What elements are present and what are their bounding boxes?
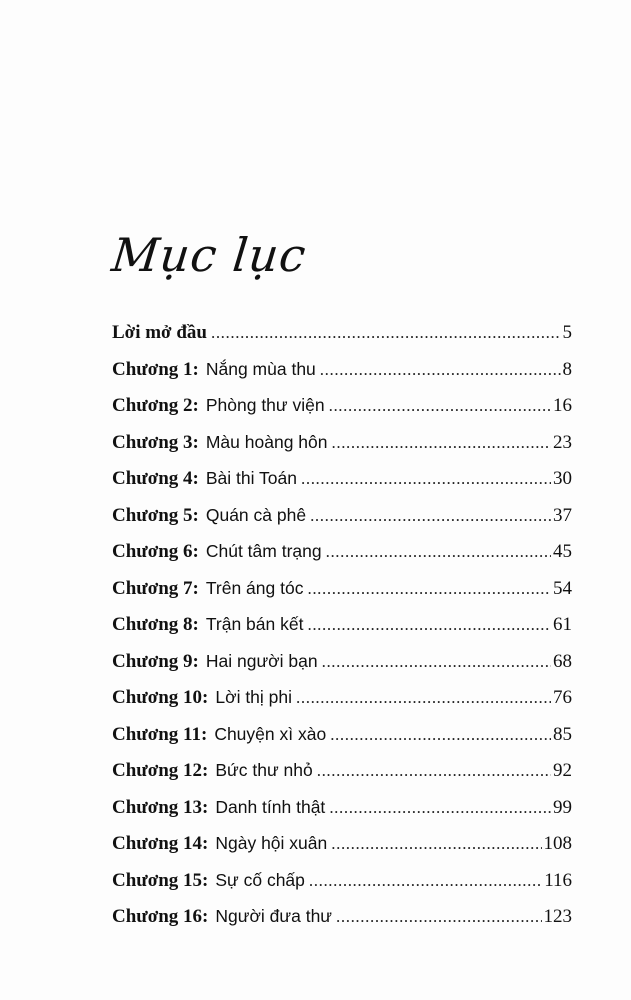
page-number: 45 <box>553 541 572 562</box>
dot-leader <box>326 542 551 562</box>
toc-list <box>112 322 572 943</box>
toc-entry <box>112 906 572 943</box>
toc-entry <box>112 395 572 432</box>
page-number: 108 <box>543 833 572 854</box>
page-number: 99 <box>553 796 572 818</box>
chapter-title: Phòng thư viện <box>205 395 325 415</box>
page-number: 23 <box>553 431 572 453</box>
chapter-label: Chương 14: <box>112 833 209 854</box>
toc-entry <box>112 797 572 834</box>
toc-entry <box>112 541 572 578</box>
dot-leader <box>322 652 551 672</box>
page-number: 5 <box>562 322 572 343</box>
toc-entry <box>112 359 572 396</box>
chapter-label: Chương 16: <box>112 906 209 927</box>
toc-entry <box>112 614 572 651</box>
page-number: 8 <box>562 358 572 380</box>
chapter-title: Quán cà phê <box>205 504 307 525</box>
chapter-label: Chương 6: <box>112 541 199 562</box>
dot-leader <box>307 615 551 635</box>
page-number: 68 <box>553 650 572 672</box>
chapter-title: Chuyện xì xào <box>214 723 327 744</box>
chapter-title: Sự cố chấp <box>215 869 305 890</box>
page-number: 61 <box>553 614 572 635</box>
chapter-label: Chương 8: <box>112 614 199 635</box>
chapter-title: Màu hoàng hôn <box>205 431 328 452</box>
toc-entry <box>112 724 572 761</box>
page-number: 37 <box>553 504 572 526</box>
dot-leader <box>296 688 551 708</box>
chapter-title: Bài thi Toán <box>205 468 297 488</box>
toc-entry <box>112 760 572 797</box>
chapter-title: Chút tâm trạng <box>205 541 322 561</box>
toc-entry <box>112 505 572 542</box>
toc-entry <box>112 578 572 615</box>
dot-leader <box>317 761 551 781</box>
chapter-label: Chương 11: <box>112 723 208 745</box>
toc-entry <box>112 322 572 359</box>
chapter-label: Chương 1: <box>112 358 199 380</box>
chapter-label: Chương 13: <box>112 796 209 818</box>
chapter-label: Chương 4: <box>112 468 199 489</box>
dot-leader <box>331 834 541 854</box>
dot-leader <box>309 871 542 891</box>
chapter-label: Chương 3: <box>112 431 199 453</box>
chapter-title: Nắng mùa thu <box>205 358 316 379</box>
page-number: 85 <box>553 723 572 745</box>
dot-leader <box>310 506 551 526</box>
chapter-title: Danh tính thật <box>215 796 326 817</box>
chapter-title: Lời thị phi <box>215 687 293 707</box>
toc-entry <box>112 687 572 724</box>
page-number: 30 <box>553 468 572 489</box>
chapter-label: Chương 15: <box>112 869 209 891</box>
page-number: 123 <box>543 906 572 927</box>
page-number: 76 <box>553 687 572 708</box>
dot-leader <box>307 579 551 599</box>
chapter-title: Bức thư nhỏ <box>215 760 313 780</box>
dot-leader <box>329 396 551 416</box>
page-number: 16 <box>553 395 572 416</box>
dot-leader <box>211 323 561 343</box>
page-number: 116 <box>544 869 572 891</box>
dot-leader <box>332 433 552 453</box>
toc-entry <box>112 432 572 469</box>
chapter-label: Chương 10: <box>112 687 209 708</box>
dot-leader <box>329 798 551 818</box>
chapter-title: Trên áng tóc <box>205 577 304 598</box>
chapter-label: Chương 5: <box>112 504 199 526</box>
dot-leader <box>301 469 551 489</box>
chapter-label: Lời mở đầu <box>112 322 207 343</box>
chapter-title: Hai người bạn <box>205 650 318 671</box>
toc-entry <box>112 468 572 505</box>
chapter-title: Người đưa thư <box>215 906 333 926</box>
chapter-title: Trận bán kết <box>205 614 304 634</box>
dot-leader <box>330 725 551 745</box>
toc-entry <box>112 870 572 907</box>
chapter-label: Chương 12: <box>112 760 209 781</box>
chapter-label: Chương 7: <box>112 577 199 599</box>
chapter-label: Chương 2: <box>112 395 199 416</box>
dot-leader <box>320 360 561 380</box>
chapter-title: Ngày hội xuân <box>215 833 328 853</box>
page-number: 54 <box>553 577 572 599</box>
toc-entry <box>112 651 572 688</box>
dot-leader <box>336 907 541 927</box>
toc-entry <box>112 833 572 870</box>
toc-title: Mục lục <box>109 228 310 282</box>
chapter-label: Chương 9: <box>112 650 199 672</box>
page-number: 92 <box>553 760 572 781</box>
